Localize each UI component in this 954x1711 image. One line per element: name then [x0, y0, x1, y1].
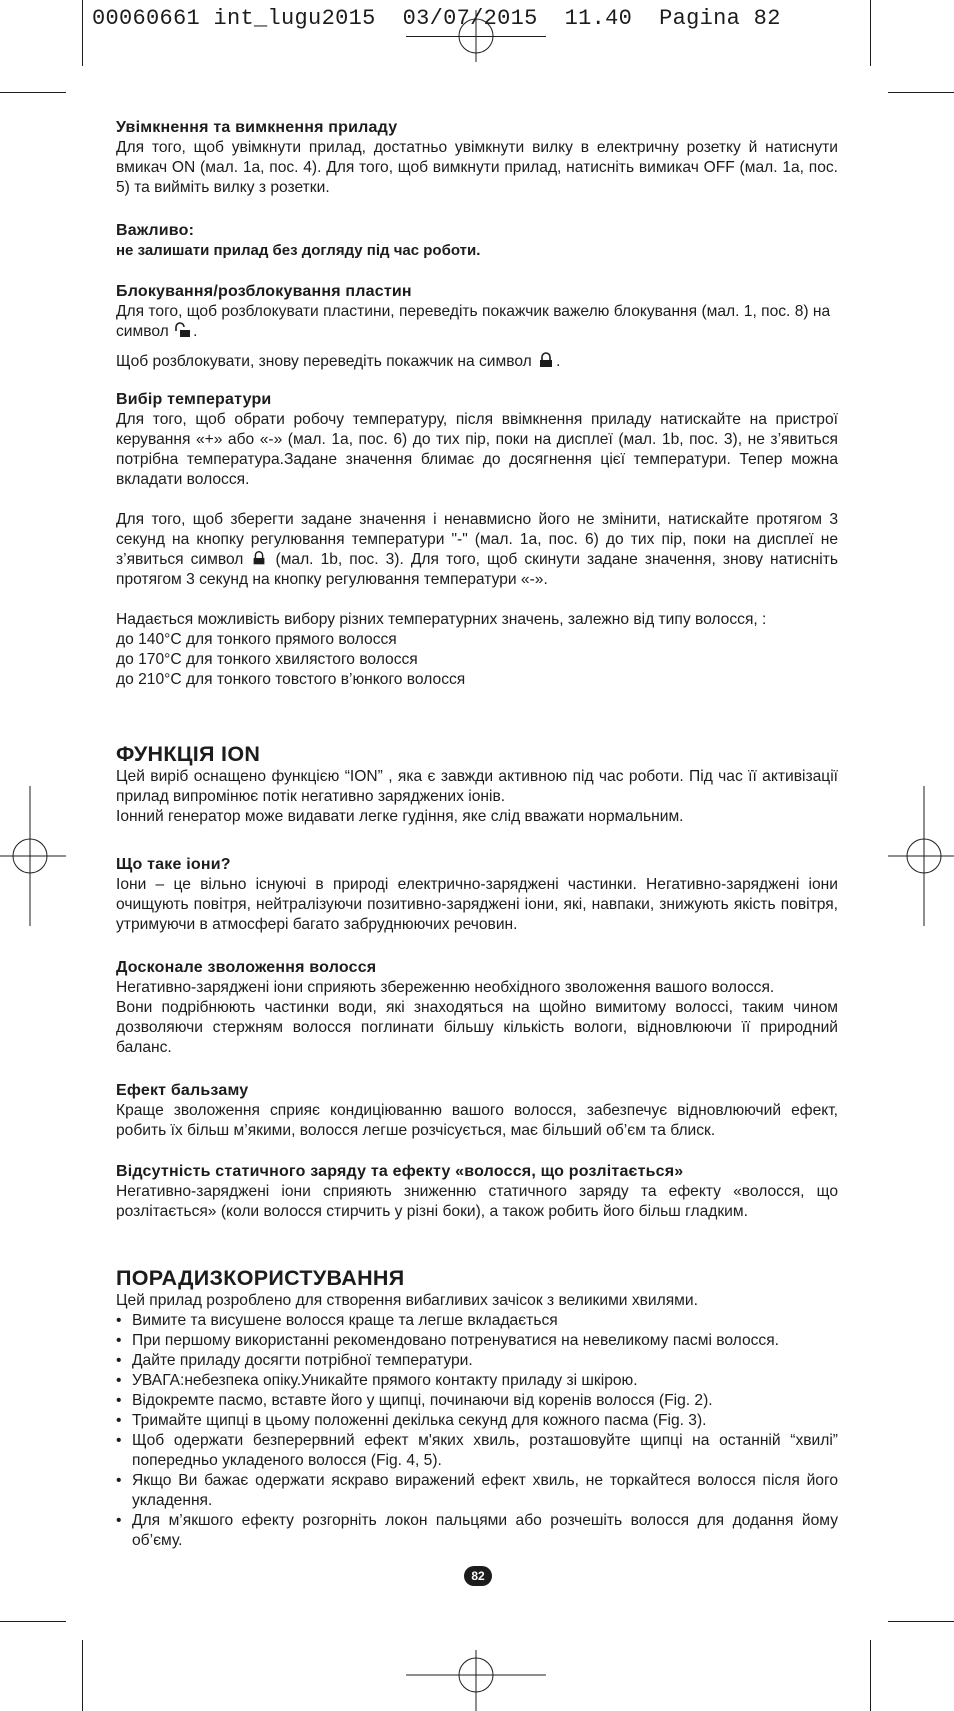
text-balm: Краще зволоження сприяє кондиціюванню вашого волосся, забезпечує відновлюючий ефект, робить їх більш м’якими, волосся легше розчісується, має більший об’єм та блиск.: [116, 1102, 838, 1139]
text-ion-1: Цей виріб оснащено функцією “ION” , яка є завжди активною під час роботи. Під час її активізації прилад випромінює потік негативно заряджених іонів.: [116, 768, 838, 805]
list-item: • Щоб одержати безперервний ефект м'яких хвиль, розташовуйте щипці на останній “хвилі” попередньо укладеного волосся (Fig. 4, 5).: [116, 1431, 838, 1471]
temp-text-2b: (мал. 1b, пос. 3). Для того, щоб скинути задане значення, знову натисніть протягом 3 секунд на кнопку регулювання температури «-».: [116, 551, 838, 588]
heading-lock: Блокування/розблокування пластин: [116, 283, 412, 300]
lock-icon: [536, 352, 556, 368]
list-item: • Відокремте пасмо, вставте його у щипці, починаючи від коренів волосся (Fig. 2).: [116, 1391, 838, 1411]
text-moisture-1: Негативно-заряджені іони сприяють збереженню необхідного зволоження вашого волосся.: [116, 979, 775, 996]
text-static: Негативно-заряджені іони сприяють зниженню статичного заряду та ефекту «волосся, що розлітається» (коли волосся стирчить у різні боки), а також робить його більш гладким.: [116, 1183, 838, 1220]
heading-ion: ФУНКЦІЯ ION: [116, 742, 261, 766]
heading-onoff: Увімкнення та вимкнення приладу: [116, 119, 398, 136]
header-job: 00060661: [92, 6, 201, 31]
temp-option: до 170°C для тонкого хвилястого волосся: [116, 651, 418, 668]
heading-balm: Ефект бальзаму: [116, 1082, 249, 1099]
section-balm: [116, 1081, 838, 1141]
section-ion: [116, 741, 838, 827]
section-what-ions: [116, 855, 838, 935]
text-important: не залишати прилад без догляду під час роботи.: [116, 242, 481, 259]
heading-what-ions: Що таке іони?: [116, 856, 231, 873]
lock-text-1: Для того, щоб розблокувати пластини, переведіть покажчик важелю блокування (мал. 1, пос. 8) на символ: [116, 303, 831, 340]
text-what-ions: Іони – це вільно існуючі в природі електрично-заряджені частинки. Негативно-заряджені іони очищують повітря, нейтралізуючи позитивно-заряджені іони, які, навпаки, знижують якість повітря, утримуючи в атмосфері багато забруднюючих речовин.: [116, 876, 838, 933]
section-static: [116, 1162, 838, 1222]
text-lock-1: Для того, щоб розблокувати пластини, переведіть покажчик важелю блокування (мал. 1, пос. 8) на символ .: [116, 303, 831, 340]
header-time: 11.40: [564, 6, 633, 31]
text-tips-intro: Цей прилад розроблено для створення вибагливих зачісок з великими хвилями.: [116, 1292, 698, 1309]
section-tips: [116, 1265, 838, 1551]
text-onoff: Для того, щоб увімкнути прилад, достатньо увімкнути вилку в електричну розетку й натиснути вмикач ON (мал. 1a, пос. 4). Для того, щоб вимкнути прилад, натисніть вимикач OFF (мал. 1a, пос. 5) та вийміть вилку з розетки.: [116, 139, 838, 196]
text-moisture-2: Вони подрібнюють частинки води, які знаходяться на щойно вимитому волоссі, таким чином дозволяючи стержням волосся поглинати більшу кількість вологи, відновлюючи її природний баланс.: [116, 999, 838, 1056]
list-item: • Якщо Ви бажає одержати яскраво виражений ефект хвиль, не торкайтеся волосся після його укладення.: [116, 1471, 838, 1511]
page-number: 82: [464, 1566, 492, 1586]
temp-text-2a: Для того, щоб зберегти задане значення і ненавмисно його не змінити, натискайте протягом 3 секунд на кнопку регулювання температури "-" (мал. 1a, пос. 6) до тих пір, поки на дисплеї не з’явиться символ: [116, 511, 838, 568]
text-lock-2: Щоб розблокувати, знову переведіть покажчик на символ .: [116, 353, 561, 370]
section-onoff: [116, 118, 838, 198]
list-item: • Вимите та висушене волосся краще та легше вкладається: [116, 1311, 838, 1331]
text-ion-2: Іонний генератор може видавати легке гудіння, яке слід вважати нормальним.: [116, 808, 684, 825]
section-lock: [116, 282, 838, 372]
list-item: • Тримайте щипці в цьому положенні декілька секунд для кожного пасма (Fig. 3).: [116, 1411, 838, 1431]
list-item: • УВАГА:небезпека опіку.Уникайте прямого контакту приладу зі шкірою.: [116, 1371, 838, 1391]
header-date: 03/07/2015: [402, 6, 538, 31]
section-temp: [116, 390, 838, 690]
text-temp-3: Надається можливість вибору різних температурних значень, залежно від типу волосся, :: [116, 611, 767, 628]
section-important: [116, 221, 838, 261]
section-moisture: [116, 958, 838, 1058]
heading-temp: Вибір температури: [116, 391, 272, 408]
heading-tips: ПОРАДИЗКОРИСТУВАННЯ: [116, 1266, 405, 1290]
heading-important: Важливо:: [116, 222, 195, 239]
list-item: • При першому використанні рекомендовано потренуватися на невеликому пасмі волосся.: [116, 1331, 838, 1351]
unlock-icon: [173, 322, 193, 338]
text-temp-2: [116, 510, 838, 590]
heading-static: Відсутність статичного заряду та ефекту «волосся, що розлітається»: [116, 1163, 684, 1180]
lock-icon: [250, 550, 268, 566]
header-file: int_lugu2015: [213, 6, 376, 31]
tips-list: [116, 1311, 838, 1551]
heading-moisture: Досконале зволоження волосся: [116, 959, 377, 976]
list-item: • Дайте приладу досягти потрібної температури.: [116, 1351, 838, 1371]
list-item: • Для м’якшого ефекту розгорніть локон пальцями або розчешіть волосся для додання йому об’єму.: [116, 1511, 838, 1551]
header-page-label: Pagina 82: [659, 6, 781, 31]
text-temp-1: Для того, щоб обрати робочу температуру, після ввімкнення приладу натискайте на пристрої керування «+» або «-» (мал. 1a, пос. 6) до тих пір, поки на дисплеї (мал. 1b, пос. 3), не з’явиться потрібна температура.Задане значення блимає до досягнення цієї температури. Тепер можна вкладати волосся.: [116, 411, 838, 488]
temp-option: до 140°C для тонкого прямого волосся: [116, 631, 397, 648]
temp-option: до 210°C для тонкого товстого в’юнкого волосся: [116, 671, 466, 688]
lock-text-2: Щоб розблокувати, знову переведіть покажчик на символ: [116, 353, 532, 370]
